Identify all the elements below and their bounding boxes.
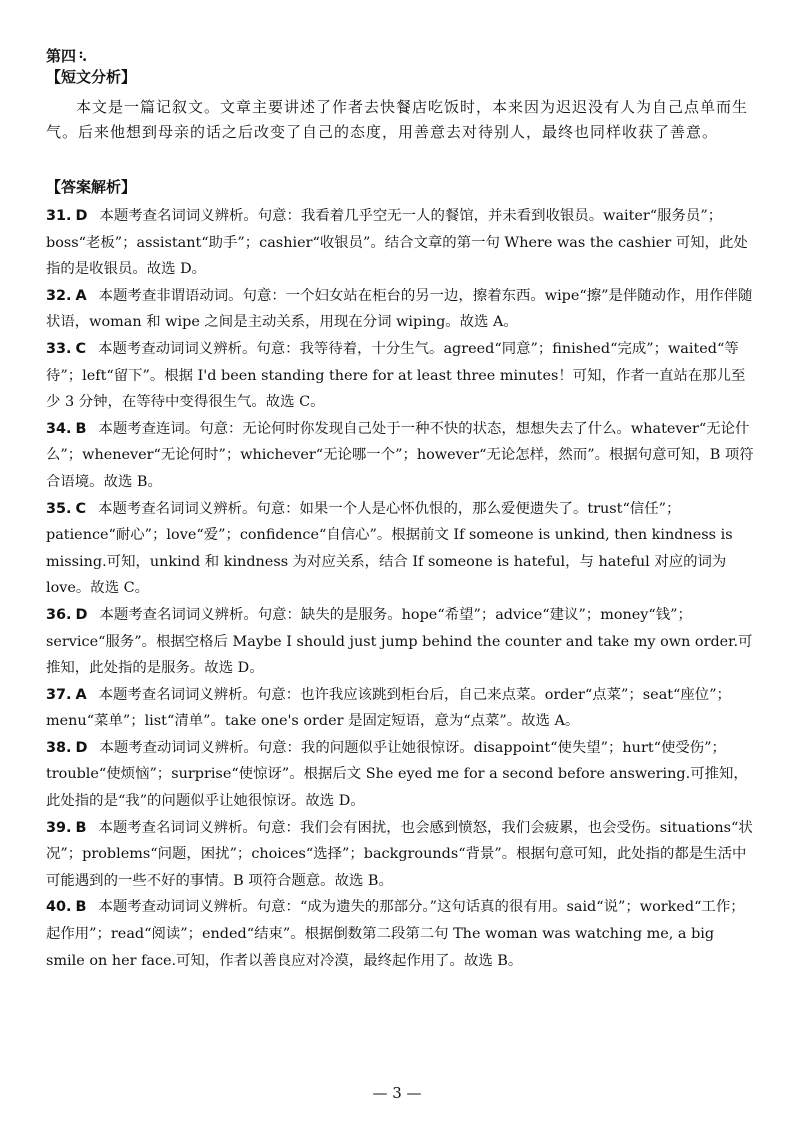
answer-explanation: 本题考查名词词义辨析。句意：我们会有困扰，也会感到愤怒，我们会疲累，也会受伤。situations“状况”；problems“问题，困扰”；choices“选择”；backgrounds“背景”。根据句意可知，此处指的都是生活中可能遇到的一些不好的事情。B 项符合题意。故选 B。	[46, 819, 753, 889]
answer-item-40	[46, 894, 754, 974]
answer-item-35	[46, 496, 754, 602]
answer-explanation: 本题考查名词词义辨析。句意：如果一个人是心怀仇恨的，那么爱便遗失了。trust“信任”；patience“耐心”；love“爱”；confidence“自信心”。根据前文 If someone is unkind, then kindness is missing.可知，unkind 和 kindness 为对应关系，结合 If someone is hateful，与 hateful 对应的词为 love。故选 C。	[46, 500, 733, 597]
summary-heading: 【短文分析】	[46, 68, 137, 86]
question-number: 36.	[46, 606, 72, 623]
answer-letter: B	[75, 899, 87, 916]
answer-explanation: 本题考查名词词义辨析。句意：缺失的是服务。hope“希望”；advice“建议”；money“钱”；service“服务”。根据空格后 Maybe I should just jump behind the counter and take my own order.可推知，此处指的是服务。故选 D。	[46, 606, 753, 677]
answer-letter: D	[75, 606, 88, 623]
answers-heading: 【答案解析】	[46, 178, 137, 196]
answer-explanation: 本题考查动词词义辨析。句意：我等待着，十分生气。agreed“同意”；finished“完成”；waited“等待”；left“留下”。根据 I'd been standing there for at least three minutes！可知，作者一直站在那儿至少 3 分钟，在等待中变得很生气。故选 C。	[46, 340, 746, 411]
question-number: 32.	[46, 287, 72, 304]
page-number: — 3 —	[372, 1084, 422, 1102]
answer-item-33	[46, 336, 754, 416]
question-number: 33.	[46, 340, 72, 357]
answer-item-36	[46, 602, 754, 682]
answer-letter: A	[75, 686, 87, 703]
answer-letter: A	[75, 287, 87, 304]
question-number: 31.	[46, 208, 72, 224]
answer-letter: B	[75, 420, 87, 437]
question-number: 38.	[46, 739, 72, 756]
answer-explanation: 本题考查动词词义辨析。句意：“成为遗失的那部分。”这句话真的很有用。said“说”；worked“工作；起作用”；read“阅读”；ended“结束”。根据倒数第二段第二句 The woman was watching me, a big smile on her face.可知，作者以善良应对冷漠，最终起作用了。故选 B。	[46, 899, 745, 969]
answer-item-34	[46, 416, 754, 496]
question-number: 39.	[46, 819, 72, 836]
answer-letter: B	[75, 819, 87, 836]
answer-explanation: 本题考查动词词义辨析。句意：我的问题似乎让她很惊讶。disappoint“使失望”；hurt“使受伤”；trouble“使烦恼”；surprise“使惊讶”。根据后文 She eyed me for a second before answering.可推知，此处指的是“我”的问题似乎让她很惊讶。故选 D。	[46, 739, 748, 810]
answer-item-32	[46, 283, 754, 336]
answer-letter: D	[75, 739, 88, 756]
answer-explanation: 本题考查非谓语动词。句意：一个妇女站在柜台的另一边，擦着东西。wipe“擦”是伴随动作，用作伴随状语，woman 和 wipe 之间是主动关系，用现在分词 wiping。故选 A。	[46, 287, 753, 331]
question-number: 37.	[46, 686, 72, 703]
answer-letter: C	[75, 500, 87, 517]
question-number: 40.	[46, 899, 72, 916]
answer-letter: C	[75, 340, 87, 357]
answer-item-37	[46, 682, 754, 735]
answer-item-38	[46, 735, 754, 815]
top-fragment-text: 第四᠄.	[46, 47, 88, 65]
answer-explanation: 本题考查连词。句意：无论何时你发现自己处于一种不快的状态，想想失去了什么。whatever“无论什么”；whenever“无论何时”；whichever“无论哪一个”；however“无论怎样，然而”。根据句意可知，B 项符合语境。故选 B。	[46, 420, 754, 490]
answer-item-31	[46, 203, 754, 283]
question-number: 35.	[46, 500, 72, 517]
answer-explanation: 本题考查名词词义辨析。句意：我看着几乎空无一人的餐馆，并未看到收银员。waiter“服务员”；boss“老板”；assistant“助手”；cashier“收银员”。结合文章的第一句 Where was the cashier 可知，此处指的是收银员。故选 D。	[46, 208, 748, 278]
answer-letter: D	[75, 208, 88, 224]
summary-paragraph: 本文是一篇记叙文。文章主要讲述了作者去快餐店吃饭时，本来因为迟迟没有人为自己点单而生气。后来他想到母亲的话之后改变了自己的态度，用善意去对待别人，最终也同样收获了善意。	[46, 98, 749, 141]
answer-list	[46, 203, 754, 974]
question-number: 34.	[46, 420, 72, 437]
answer-item-39	[46, 815, 754, 895]
answer-explanation: 本题考查名词词义辨析。句意：也许我应该跳到柜台后，自己来点菜。order“点菜”；seat“座位”；menu“菜单”；list“清单”。take one's order 是固定短语，意为“点菜”。故选 A。	[46, 686, 731, 730]
